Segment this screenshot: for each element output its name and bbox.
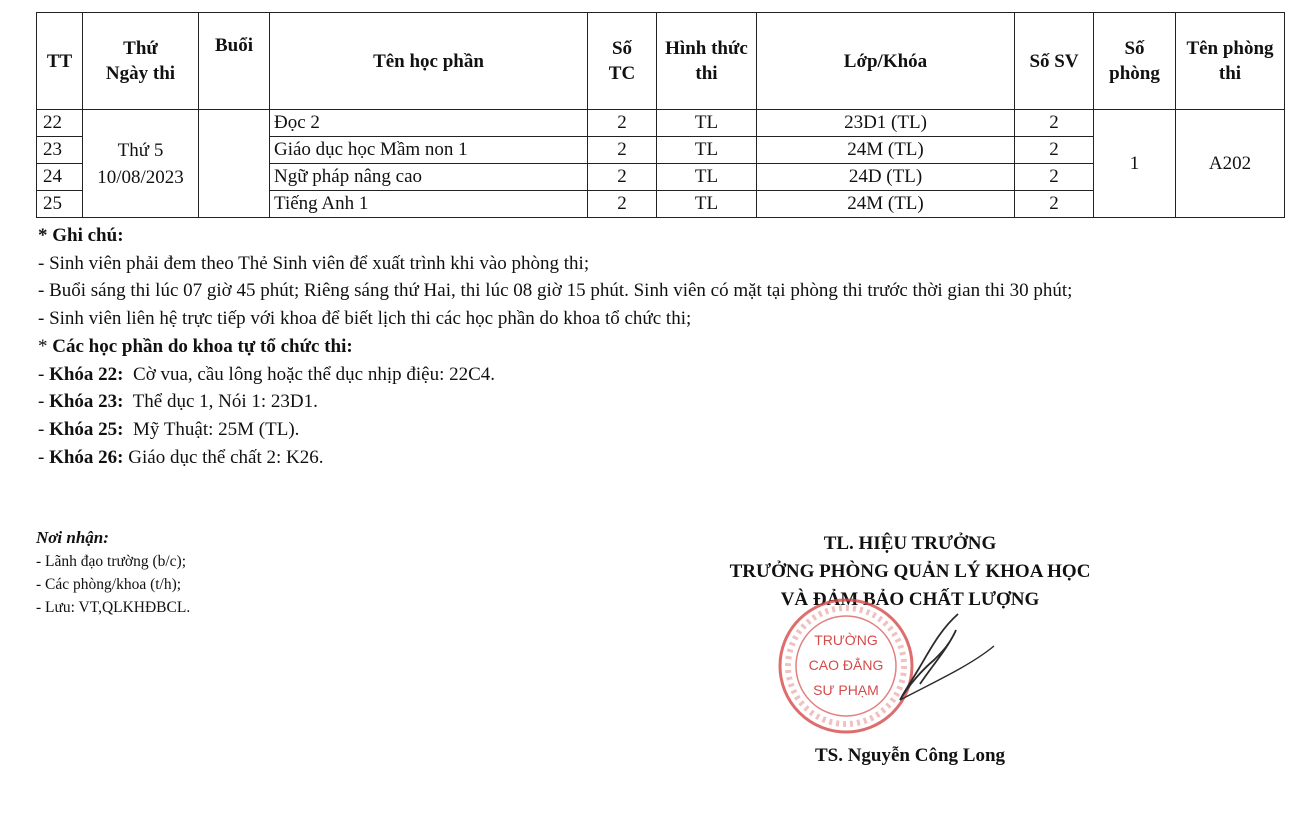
faculty-item: - Khóa 23: Thể dục 1, Nói 1: 23D1. (38, 391, 318, 413)
recipient-line: - Các phòng/khoa (t/h); (36, 576, 182, 593)
row-class: 24M (TL) (757, 137, 1015, 164)
exam-day-date (83, 110, 199, 218)
signature-title-1: TL. HIỆU TRƯỞNG (823, 533, 997, 554)
faculty-item: - Khóa 26: Giáo dục thể chất 2: K26. (38, 446, 324, 468)
exam-weekday: Thứ 5 (117, 139, 164, 161)
signer-name: TS. Nguyễn Công Long (814, 745, 1006, 766)
row-students: 2 (1015, 110, 1094, 137)
room-name: A202 (1176, 110, 1285, 218)
row-credits: 2 (588, 164, 657, 191)
header-session: Buổi (199, 13, 270, 110)
row-form: TL (657, 110, 757, 137)
header-credits: Số TC (588, 13, 657, 110)
recipients-section (36, 526, 190, 619)
faculty-exams-heading: * Các học phần do khoa tự tổ chức thi: (38, 335, 353, 357)
note-line: - Sinh viên liên hệ trực tiếp với khoa để biết lịch thi các học phần do khoa tổ chức thi; (38, 308, 692, 330)
signature-title-3: VÀ ĐẢM BẢO CHẤT LƯỢNG (780, 589, 1040, 610)
row-students: 2 (1015, 191, 1094, 218)
note-line: - Sinh viên phải đem theo Thẻ Sinh viên để xuất trình khi vào phòng thi; (38, 252, 590, 274)
faculty-item: - Khóa 22: Cờ vua, cầu lông hoặc thể dục nhịp điệu: 22C4. (38, 363, 496, 385)
row-course: Đọc 2 (270, 110, 588, 137)
svg-text:CAO ĐẲNG: CAO ĐẲNG (808, 657, 884, 673)
table-header-row (37, 13, 1285, 110)
row-class: 24M (TL) (757, 191, 1015, 218)
note-line: - Buổi sáng thi lúc 07 giờ 45 phút; Riêng sáng thứ Hai, thi lúc 08 giờ 15 phút. Sinh viên có mặt tại phòng thi trước thời gian thi 30 phút; (38, 280, 1073, 302)
row-students: 2 (1015, 164, 1094, 191)
header-room-count: Số phòng (1094, 13, 1176, 110)
recipient-line: - Lưu: VT,QLKHĐBCL. (36, 599, 191, 616)
svg-text:TRƯỜNG: TRƯỜNG (814, 632, 878, 648)
header-course: Tên học phần (270, 13, 588, 110)
row-class: 24D (TL) (757, 164, 1015, 191)
exam-schedule-table (36, 12, 1285, 218)
row-form: TL (657, 164, 757, 191)
row-tt: 25 (37, 191, 83, 218)
row-form: TL (657, 191, 757, 218)
row-form: TL (657, 137, 757, 164)
row-credits: 2 (588, 110, 657, 137)
recipient-line: - Lãnh đạo trường (b/c); (36, 553, 187, 570)
header-students: Số SV (1015, 13, 1094, 110)
row-course: Tiếng Anh 1 (270, 191, 588, 218)
exam-date: 10/08/2023 (97, 166, 184, 188)
row-course: Ngữ pháp nâng cao (270, 164, 588, 191)
row-students: 2 (1015, 137, 1094, 164)
notes-heading: * Ghi chú: (38, 225, 124, 246)
row-credits: 2 (588, 137, 657, 164)
row-course: Giáo dục học Mầm non 1 (270, 137, 588, 164)
exam-session (199, 110, 270, 218)
header-tt: TT (37, 13, 83, 110)
header-day-date: Thứ Ngày thi (83, 13, 199, 110)
row-class: 23D1 (TL) (757, 110, 1015, 137)
handwritten-signature-icon (860, 600, 1020, 720)
header-exam-form: Hình thức thi (657, 13, 757, 110)
header-room-name: Tên phòng thi (1176, 13, 1285, 110)
faculty-item: - Khóa 25: Mỹ Thuật: 25M (TL). (38, 418, 300, 440)
svg-text:SƯ PHẠM: SƯ PHẠM (813, 682, 879, 698)
row-tt: 23 (37, 137, 83, 164)
row-tt: 22 (37, 110, 83, 137)
row-tt: 24 (37, 164, 83, 191)
recipients-title: Nơi nhận: (36, 528, 109, 547)
room-count: 1 (1094, 110, 1176, 218)
row-credits: 2 (588, 191, 657, 218)
header-class: Lớp/Khóa (757, 13, 1015, 110)
notes-section (38, 222, 1072, 471)
signature-title-2: TRƯỞNG PHÒNG QUẢN LÝ KHOA HỌC (729, 561, 1091, 582)
table-row (37, 110, 1285, 137)
